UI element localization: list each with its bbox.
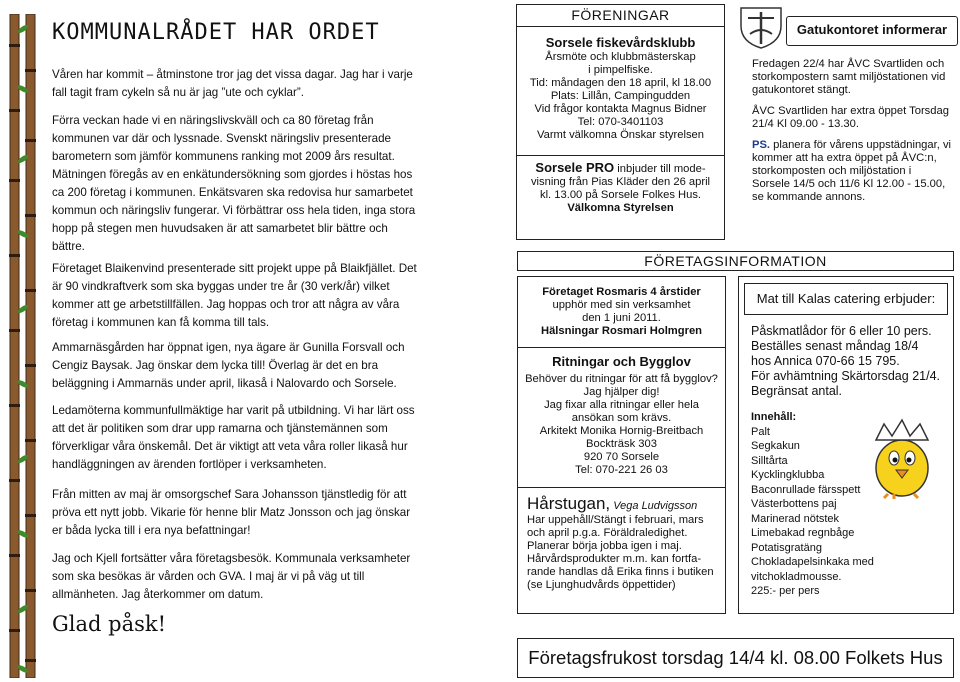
foreningar-box — [516, 4, 725, 240]
club-info: Årsmöte och klubbmästerskap i pimpelfiske. Tid: måndagen den 18 april, kl 18.00 Plats: Lillån, Campingudden Vid frågor kontakta Magnus Bidner Tel: 070-3401103 Varmt välkomna Önskar styrelsen — [529, 51, 712, 141]
kalas-offer: Påskmatlådor för 6 eller 10 pers. Beställes senast måndag 18/4 hos Annica 070-66 15 795. För avhämtning Skärtorsdag 21/4. Begränsat antal. — [751, 324, 940, 398]
foretagsinfo-header: FÖRETAGSINFORMATION — [644, 253, 827, 269]
gatukontoret-header-box — [786, 16, 958, 46]
ritningar-ad: Ritningar och Bygglov Behöver du ritningar för att få bygglov? Jag hjälper dig! Jag fixar alla ritningar eller hela ansökan som krävs. Arkitekt Monika Hornig-Breitbach Bockträsk 303 920 70 Sorsele Tel: 070-221 26 03 — [525, 354, 718, 476]
club-name: Sorsele fiskevårdsklubb — [545, 35, 696, 50]
list-item: Palt — [751, 425, 770, 438]
foreningar-header: FÖRENINGAR — [571, 7, 670, 23]
easter-chick-icon — [858, 410, 950, 500]
gatukontoret-header: Gatukontoret informerar — [796, 22, 948, 37]
kalas-header: Mat till Kalas catering erbjuder: — [756, 291, 936, 306]
rosmaris-notice: Företaget Rosmaris 4 årstider upphör med sin verksamhet den 1 juni 2011. Hälsningar Rosmari Holmgren — [540, 286, 702, 337]
pro-info: Sorsele PRO inbjuder till mode- visning från Pias Kläder den 26 april kl. 13.00 på Sorsele Folkes Hus. Välkomna Styrelsen — [530, 160, 711, 214]
paragraph-business-evening: Förra veckan hade vi en näringslivskväll och ca 80 företag från kommunen var där och lyssnade. Svenskt näringsliv presenterade barometern som jämför kommunens ranking mot 2009 års resultat. Mätningen föregås av en enkätundersökning som gjordes i höstas hos ca 200 företag i kommunen. Enkätsvaren ska redovisa hur samarbetet kommun och näringsliv fungerar. Vi förbättrar oss hela tiden, inga stora hopp på stegen men huvudsaken är att samarbetet blir bättre och bättre. — [52, 114, 416, 253]
list-item: 225:- per pers — [751, 585, 820, 597]
list-item: Marinerad nötstek — [751, 512, 840, 525]
kalas-menu: Innehåll: Palt Segkakun Silltårta Kycklingklubba Baconrullade färsspett Västerbottens paj Marinerad nötstek Limebakad regnbåge Potatisgratäng Chokladapelsinkaka med vitchokladmousse. 225:- per pers — [739, 399, 879, 599]
list-item: Västerbottens paj — [751, 498, 837, 510]
signoff: Glad påsk! — [52, 612, 167, 636]
frukost-text: Företagsfrukost torsdag 14/4 kl. 08.00 Folkets Hus — [528, 647, 943, 668]
list-item: Potatisgratäng — [751, 541, 822, 554]
foretagsinfo-header-box — [517, 251, 954, 271]
paragraph-education: Ledamöterna kommunfullmäktige har varit på utbildning. Vi har lärt oss att det är politiken som drar upp ramarna och tjänstemännen som förverkligar våra önskemål. Det är viktigt att veta våra roller likaså hur handläggningen av ärenden fortlöper i verksamheten. — [52, 404, 415, 471]
list-item: Limebakad regnbåge — [751, 527, 855, 539]
list-item: Silltårta — [751, 454, 788, 467]
kalas-header-box — [744, 283, 948, 315]
frukost-banner — [517, 638, 954, 678]
paragraph-ammarnas: Ammarnäsgården har öppnat igen, nya ägare är Gunilla Forsvall och Cengiz Baysak. Jag önskar dem lycka till! Överlag är det en bra beläggning i Ammarnäs under april, likaså i Nalovardo och Sorsele. — [52, 341, 405, 390]
page-title: KOMMUNALRÅDET HAR ORDET — [52, 20, 380, 45]
harstugan-ad: Hårstugan, Vega Ludvigsson Har uppehåll/Stängt i februari, mars och april p.g.a. Föräldraledighet. Planerar börja jobba igen i maj. Hårvårdsprodukter m.m. kan fortfa- rande handlas då Erika finns i butiken (se Ljunghudvårds öppettider) — [527, 494, 714, 591]
paragraph-blaikenvind: Företaget Blaikenvind presenterade sitt projekt uppe på Blaikfjället. Det är 90 vindkraftverk som ska byggas under tre år (30 verk/år) vilket kommer att ge arbetstillfällen. Jag hoppas och tror att några av våra företag i kommunen kan få komma till tals. — [52, 262, 417, 329]
list-item: Segkakun — [751, 440, 800, 452]
municipal-emblem-icon — [738, 4, 784, 50]
list-item: Kycklingklubba — [751, 469, 825, 481]
company-info-box — [517, 276, 726, 614]
paragraph-company-visits: Jag och Kjell fortsätter våra företagsbesök. Kommunala verksamheter som ska besökas är vården och GVA. I maj är vi på väg ut till allmänheten. Jag återkommer om datum. — [52, 552, 411, 601]
paragraph-omsorgschef: Från mitten av maj är omsorgschef Sara Johansson tjänstledig för att pröva ett nytt jobb. Vikarie för henne blir Matz Jonsson och jag önskar er båda lycka till i era nya befattningar! — [52, 488, 411, 537]
list-item: Chokladapelsinkaka med vitchokladmousse. — [751, 556, 874, 583]
gatukontoret-info: Fredagen 22/4 har ÅVC Svartliden och storkompostern samt miljöstationen vid gatukontoret stängt. ÅVC Svartliden har extra öppet Torsdag 21/4 Kl 09.00 - 13.30. PS. planera för vårens uppstädningar, vi kommer att ha extra öppet på ÅVC:n, storkomposten och miljöstation i Sorsele 14/5 och 11/6 Kl 12.00 - 15.00, se kommande annons. — [752, 58, 952, 203]
list-item: Baconrullade färsspett — [751, 483, 861, 496]
bamboo-border — [6, 14, 40, 678]
paragraph-spring: Våren har kommit – åtminstone tror jag det vissa dagar. Jag har i varje fall tagit fram cykeln så nu är jag ”ute och cyklar”. — [52, 68, 413, 99]
